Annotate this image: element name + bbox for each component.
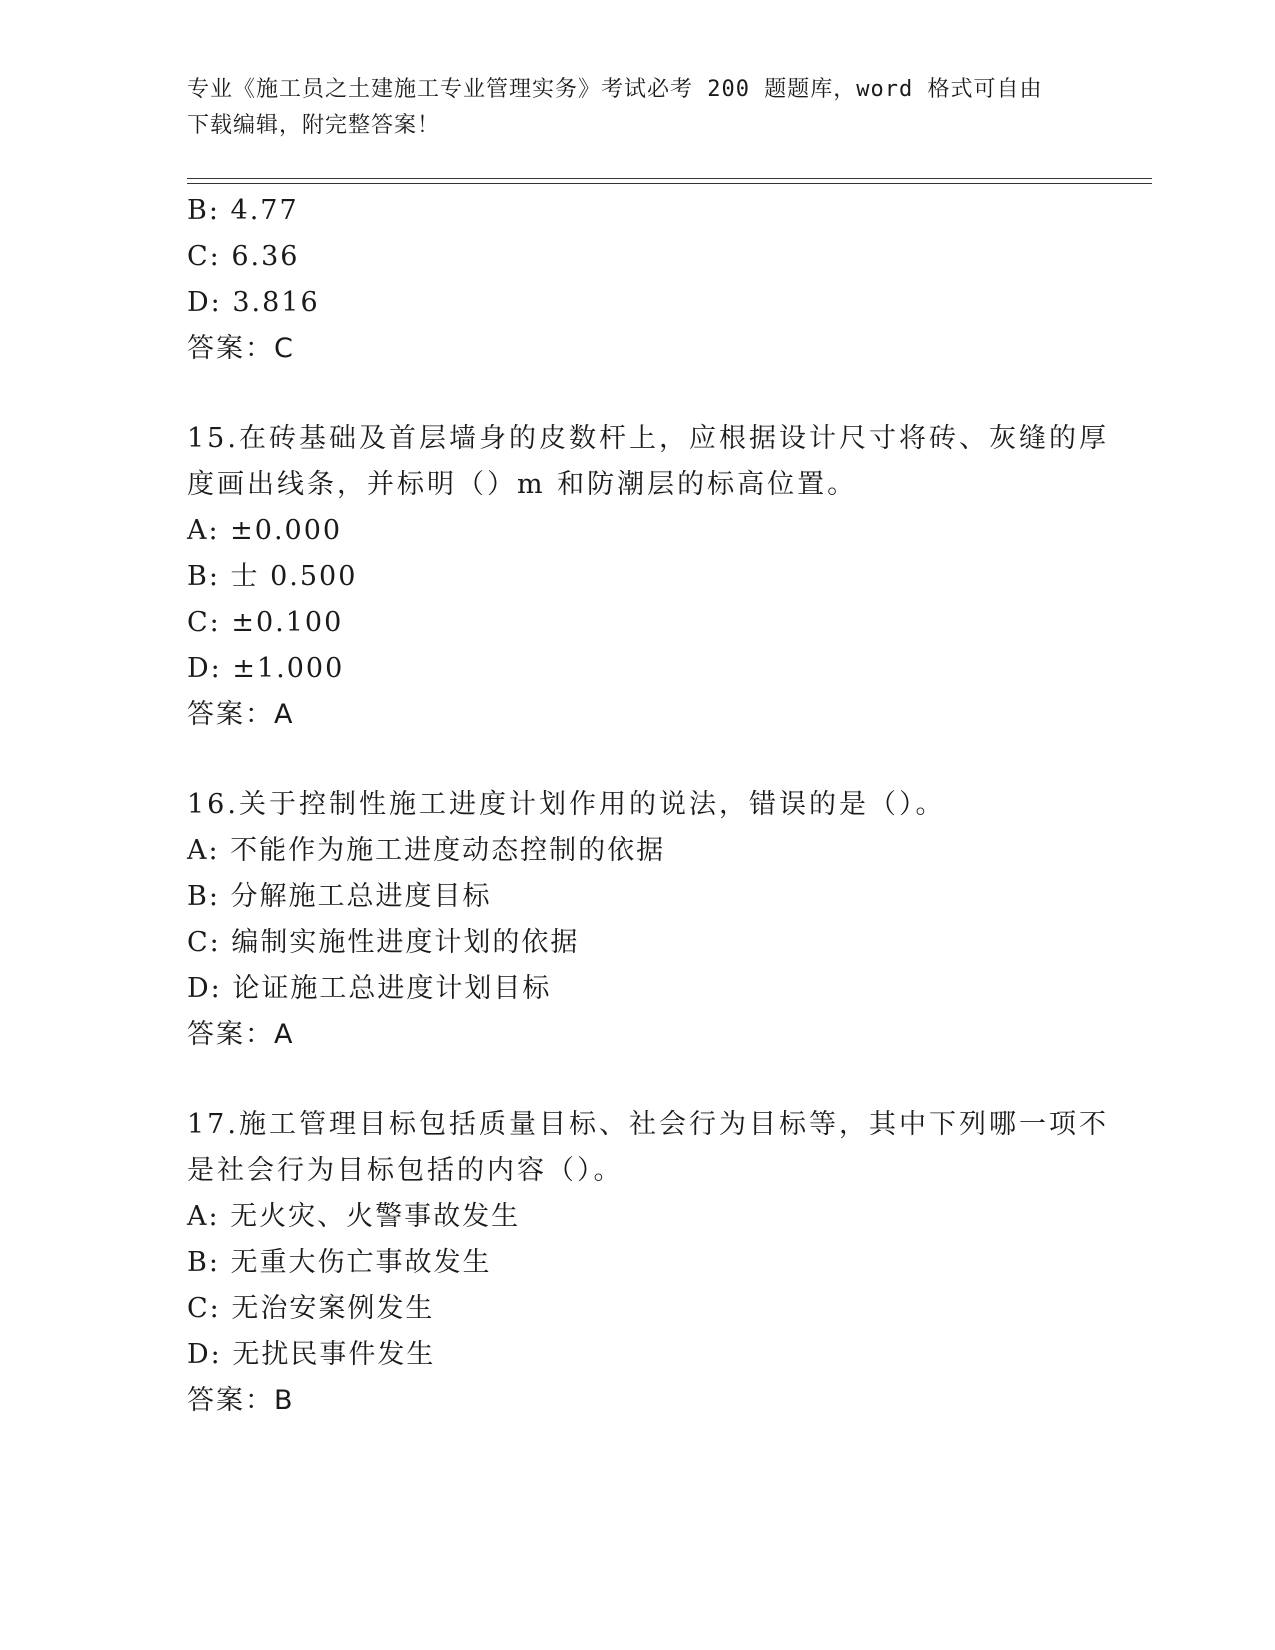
option-a: A: ±0.000 — [187, 515, 343, 546]
option-a: A: 无火灾、火警事故发生 — [187, 1201, 521, 1232]
option-d: D: 3.816 — [187, 287, 320, 318]
question-17 — [187, 1102, 1109, 1424]
header-rule-top — [187, 178, 1152, 179]
question-list — [187, 188, 1109, 1424]
header-rule-bottom — [187, 183, 1152, 184]
option-c: C: 6.36 — [187, 241, 300, 272]
option-d: D: 无扰民事件发生 — [187, 1339, 436, 1370]
header-line-1: 专业《施工员之土建施工专业管理实务》考试必考 200 题题库，word 格式可自由 — [187, 77, 1043, 102]
option-c: C: ±0.100 — [187, 607, 344, 638]
question-text-line: 15.在砖基础及首层墙身的皮数杆上，应根据设计尺寸将砖、灰缝的厚 — [187, 423, 1109, 454]
question-text-line: 17.施工管理目标包括质量目标、社会行为目标等，其中下列哪一项不 — [187, 1109, 1109, 1140]
question-text-line: 是社会行为目标包括的内容（）。 — [187, 1155, 624, 1186]
question-15 — [187, 416, 1109, 738]
answer: 答案：A — [187, 1019, 295, 1050]
option-d: D: ±1.000 — [187, 653, 345, 684]
question-16 — [187, 782, 1087, 1058]
answer: 答案：B — [187, 1385, 295, 1416]
question-14-continuation — [187, 188, 1087, 372]
option-c: C: 无治安案例发生 — [187, 1293, 435, 1324]
answer: 答案：C — [187, 333, 295, 364]
answer: 答案：A — [187, 699, 295, 730]
question-text-line: 16.关于控制性施工进度计划作用的说法，错误的是（）。 — [187, 789, 946, 820]
option-c: C: 编制实施性进度计划的依据 — [187, 927, 580, 958]
spacer — [187, 1058, 1087, 1102]
option-a: A: 不能作为施工进度动态控制的依据 — [187, 835, 666, 866]
spacer — [187, 372, 1087, 416]
option-b: B: 分解施工总进度目标 — [187, 881, 492, 912]
header-line-2: 下载编辑，附完整答案！ — [187, 113, 441, 138]
document-header — [187, 72, 1087, 144]
option-b: B: 无重大伤亡事故发生 — [187, 1247, 492, 1278]
option-b: B: 士 0.500 — [187, 561, 358, 592]
option-b: B: 4.77 — [187, 195, 299, 226]
option-d: D: 论证施工总进度计划目标 — [187, 973, 552, 1004]
question-text-line: 度画出线条，并标明（）m 和防潮层的标高位置。 — [187, 469, 858, 500]
spacer — [187, 738, 1087, 782]
